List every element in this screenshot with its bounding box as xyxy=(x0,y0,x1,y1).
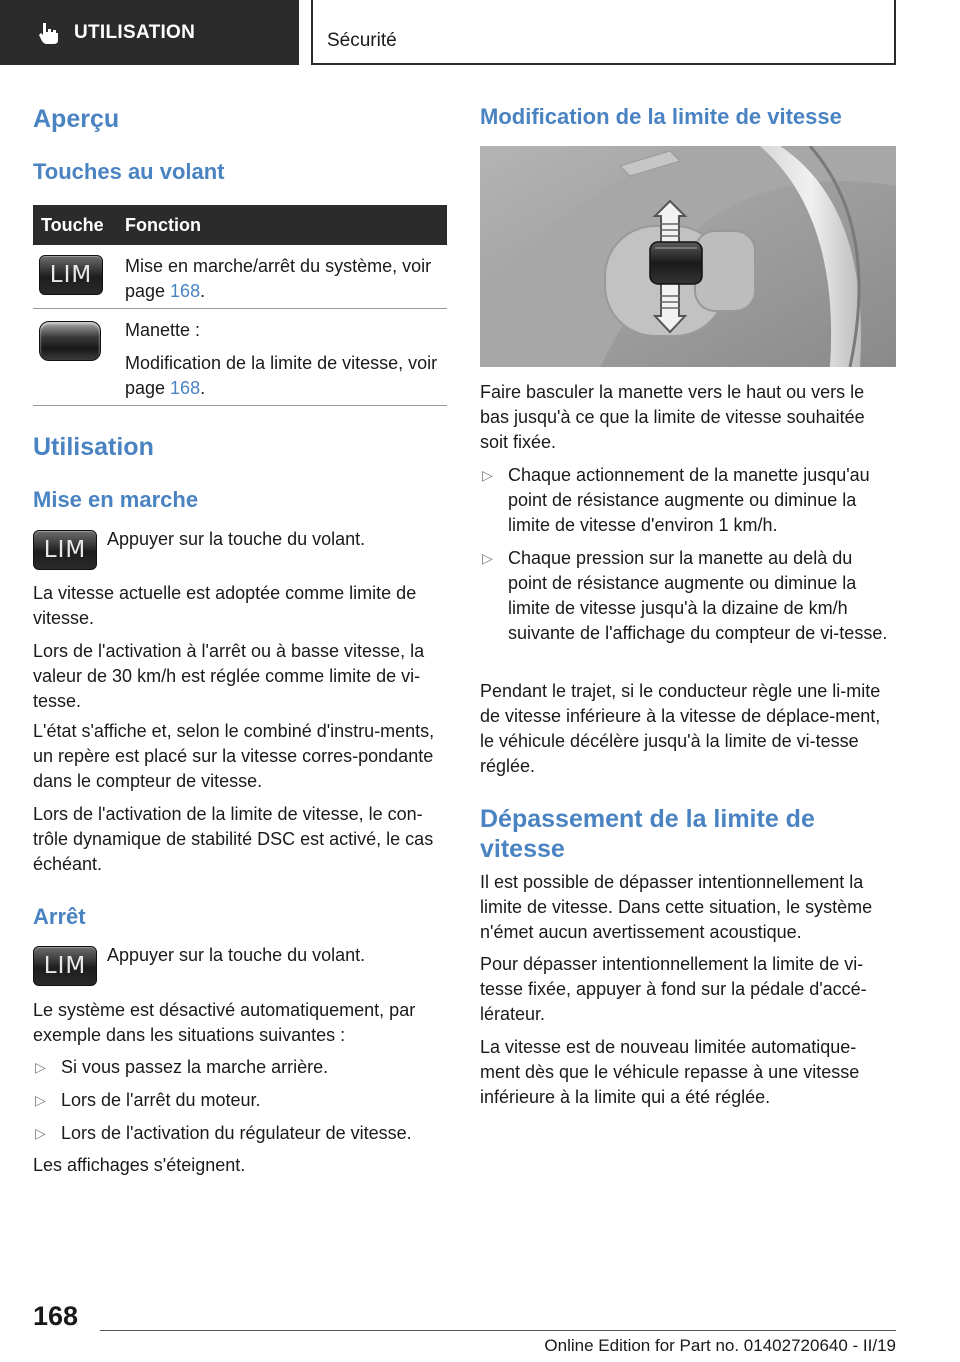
col-fonction: Fonction xyxy=(125,214,201,235)
caption: Appuyer sur la touche du volant. xyxy=(107,945,366,965)
list-item: ▷ Chaque actionnement de la manette jusqu'au point de résistance augmente ou diminue la limite de vitesse d'environ 1 km/h. xyxy=(482,465,870,535)
heading-touches-volant: Touches au volant xyxy=(33,159,225,184)
col-touche: Touche xyxy=(41,214,104,235)
row-text: Modification de la limite de vitesse, voir page 168. xyxy=(125,353,438,398)
list-item: ▷ Lors de l'activation du régulateur de vitesse. xyxy=(33,1121,447,1146)
lim-button-icon: LIM xyxy=(33,946,97,986)
heading-utilisation: Utilisation xyxy=(33,433,154,461)
heading-arret: Arrêt xyxy=(33,904,86,929)
list-item: ▷ Si vous passez la marche arrière. xyxy=(33,1055,447,1080)
triangle-bullet-icon: ▷ xyxy=(482,550,493,566)
paragraph: Faire basculer la manette vers le haut ou vers le bas jusqu'à ce que la limite de vitesse souhaitée soit fixée. xyxy=(480,382,865,452)
triangle-bullet-icon: ▷ xyxy=(35,1059,46,1075)
heading-apercu: Aperçu xyxy=(33,105,120,133)
lim-button-icon: LIM xyxy=(33,530,97,570)
steering-wheel-illustration xyxy=(480,146,896,367)
chapter-tab xyxy=(0,0,299,65)
chapter-title: UTILISATION xyxy=(74,21,196,43)
paragraph: Pour dépasser intentionnellement la limite de vi-tesse fixée, appuyer à fond sur la pédale d'accé-lérateur. xyxy=(480,954,867,1024)
paragraph: Pendant le trajet, si le conducteur règle une li-mite de vitesse inférieure à la vitesse de déplace-ment, le véhicule décélère jusqu'à la limite de vi-tesse réglée. xyxy=(480,681,881,776)
paragraph: Lors de l'activation de la limite de vitesse, le con-trôle dynamique de stabilité DSC est activé, le cas échéant. xyxy=(33,804,434,874)
lim-button-icon: LIM xyxy=(39,255,103,295)
list-item: ▷ Lors de l'arrêt du moteur. xyxy=(33,1088,447,1113)
edition-note: Online Edition for Part no. 01402720640 - II/19 xyxy=(544,1336,896,1355)
caption: Appuyer sur la touche du volant. xyxy=(107,529,366,549)
hand-pointer-icon xyxy=(38,21,60,45)
footer-rule xyxy=(100,1330,896,1331)
table-row xyxy=(33,245,447,309)
steering-buttons-table xyxy=(33,205,447,406)
paragraph: L'état s'affiche et, selon le combiné d'instru-ments, un repère est placé sur la vitesse corres-pondante dans le compteur de vitesse. xyxy=(33,721,435,791)
section-box xyxy=(311,0,896,65)
paragraph: Il est possible de dépasser intentionnellement la limite de vitesse. Dans cette situation, le système n'émet aucun avertissement acoustique. xyxy=(480,872,873,942)
lever-icon xyxy=(39,321,101,361)
page-link[interactable]: 168 xyxy=(170,378,201,398)
heading-depassement: Dépassement de la limite de vitesse xyxy=(480,805,815,863)
heading-modification: Modification de la limite de vitesse xyxy=(480,104,842,129)
table-row xyxy=(33,309,447,406)
row-label: Manette : xyxy=(125,320,201,340)
triangle-bullet-icon: ▷ xyxy=(35,1125,46,1141)
bullet-list xyxy=(33,1055,447,1146)
section-title: Sécurité xyxy=(327,30,397,51)
triangle-bullet-icon: ▷ xyxy=(35,1092,46,1108)
triangle-bullet-icon: ▷ xyxy=(482,467,493,483)
page-link[interactable]: 168 xyxy=(170,281,201,301)
row-text: Mise en marche/arrêt du système, voir page 168. xyxy=(125,256,432,301)
paragraph: Le système est désactivé automatiquement, par exemple dans les situations suivantes : xyxy=(33,1000,416,1045)
heading-mise-en-marche: Mise en marche xyxy=(33,487,199,512)
paragraph: La vitesse actuelle est adoptée comme limite de vitesse. xyxy=(33,583,417,628)
list-item: ▷ Chaque pression sur la manette au delà du point de résistance augmente ou diminue la limite de vitesse jusqu'à la dizaine de km/h suivante de l'affichage du compteur de vi-tesse. xyxy=(482,548,888,643)
bullet-list xyxy=(480,463,896,646)
page-number: 168 xyxy=(33,1301,79,1331)
paragraph: Les affichages s'éteignent. xyxy=(33,1155,246,1175)
paragraph: Lors de l'activation à l'arrêt ou à basse vitesse, la valeur de 30 km/h est réglée comme limite de vi-tesse. xyxy=(33,641,425,711)
paragraph: La vitesse est de nouveau limitée automatique-ment dès que le véhicule repasse à une vitesse inférieure à la limite qui a été réglée. xyxy=(480,1037,860,1107)
table-header xyxy=(33,205,447,245)
